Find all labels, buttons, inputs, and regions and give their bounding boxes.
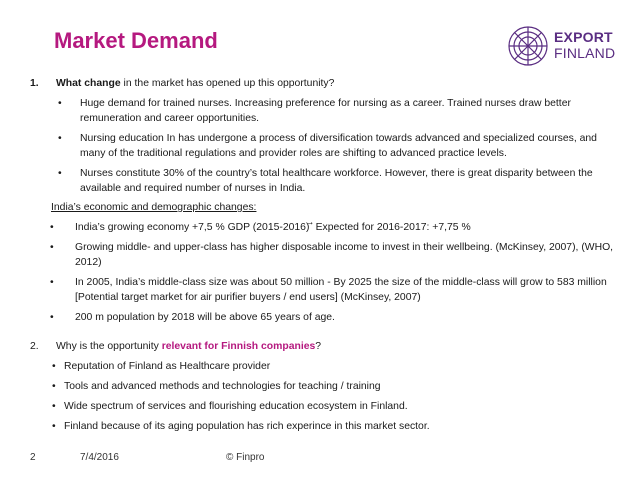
list-item: • 200 m population by 2018 will be above 65 years of age. bbox=[30, 310, 620, 325]
list-item: • Nursing education In has undergone a process of diversification towards advanced and specialized courses, and many of the traditional regulations and provider roles are shifting to advanced practice levels. bbox=[30, 131, 620, 161]
india-changes-subheading: India’s economic and demographic changes: bbox=[51, 202, 257, 213]
india-changes-bullets bbox=[30, 220, 620, 325]
list-item: • Finland because of its aging population has rich experince in this market sector. bbox=[48, 419, 620, 434]
question-2-number: 2. bbox=[30, 341, 39, 352]
list-item: • Nurses constitute 30% of the country’s total healthcare workforce. However, there is great disparity between the available and required number of nurses in India. bbox=[30, 166, 620, 196]
question-1-rest: in the market has opened up this opportunity? bbox=[120, 78, 335, 89]
question-2-pre: Why is the opportunity bbox=[56, 341, 162, 352]
logo-line-finland: FINLAND bbox=[554, 45, 616, 61]
list-item: • Tools and advanced methods and technologies for teaching / training bbox=[48, 379, 620, 394]
export-finland-logo bbox=[506, 24, 622, 68]
list-item: • Huge demand for trained nurses. Increasing preference for nursing as a career. Trained nurses draw better remuneration and career opportunities. bbox=[30, 96, 620, 126]
logo-mark-icon bbox=[506, 24, 550, 68]
question-1-number: 1. bbox=[30, 78, 39, 89]
question-1 bbox=[30, 76, 620, 91]
list-item: • In 2005, India’s middle-class size was about 50 million - By 2025 the size of the middle-class will grow to 583 million [Potential target market for air purifier buyers / end users] (McKinsey, 2007) bbox=[30, 275, 620, 305]
footer-copyright: © Finpro bbox=[226, 452, 265, 463]
footer-date: 7/4/2016 bbox=[80, 452, 119, 463]
question-2-highlight: relevant for Finnish companies bbox=[161, 341, 316, 352]
question-2-text bbox=[56, 339, 620, 354]
question-1-text bbox=[56, 76, 620, 91]
page-number: 2 bbox=[30, 452, 36, 463]
slide-body bbox=[30, 76, 620, 434]
list-item: • India’s growing economy +7,5 % GDP (2015-2016) ⃗ Expected for 2016-2017: +7,75 % bbox=[30, 220, 620, 235]
logo-line-export: EXPORT bbox=[554, 29, 613, 45]
question-1-bold: What change bbox=[56, 78, 121, 89]
list-item: • Reputation of Finland as Healthcare provider bbox=[48, 359, 620, 374]
question-2 bbox=[30, 339, 620, 354]
list-item: • Growing middle- and upper-class has higher disposable income to invest in their wellbeing. (McKinsey, 2007), (WHO, 2012) bbox=[30, 240, 620, 270]
question-2-post: ? bbox=[315, 341, 322, 352]
slide-title: Market Demand bbox=[54, 28, 218, 53]
question-1-bullets bbox=[30, 96, 620, 196]
question-2-bullets bbox=[48, 359, 620, 434]
list-item: • Wide spectrum of services and flourishing education ecosystem in Finland. bbox=[48, 399, 620, 414]
